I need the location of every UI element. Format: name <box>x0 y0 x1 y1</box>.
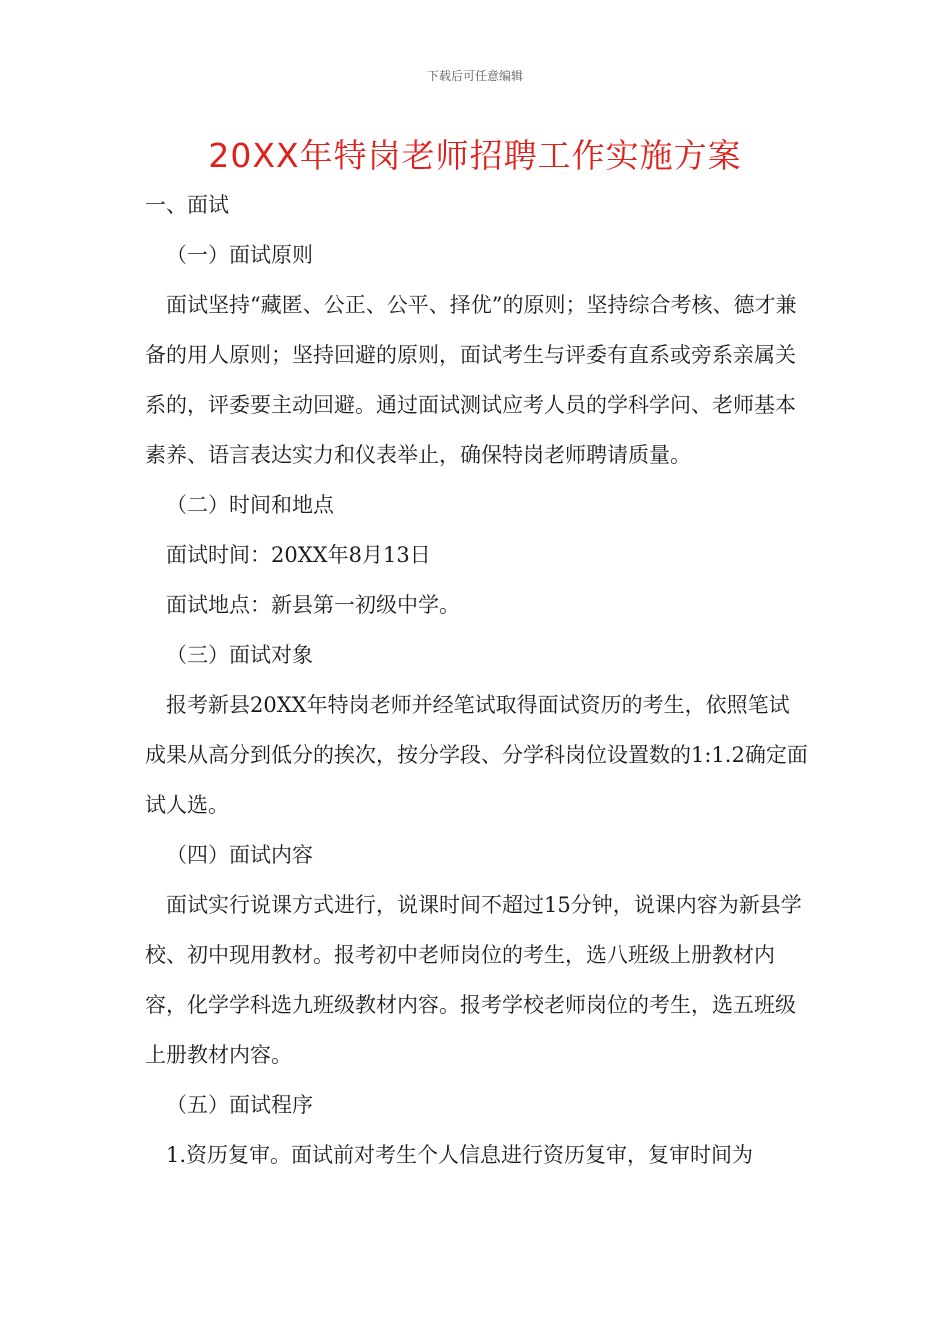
paragraph-content: 面试实行说课方式进行，说课时间不超过15分钟，说课内容为新县学校、初中现用教材。报考初中老师岗位的考生，选八班级上册教材内容，化学学科选九班级教材内容。报考学校老师岗位的考生，选五班级上册教材内容。 <box>145 893 802 1067</box>
header-note: 下载后可任意编辑 <box>426 69 523 83</box>
subheading-time-place: （二）时间和地点 <box>166 493 334 517</box>
subheading-principles: （一）面试原则 <box>166 243 313 267</box>
interview-time: 面试时间：20XX年8月13日 <box>166 543 431 567</box>
section-heading-interview: 一、面试 <box>145 193 229 217</box>
subheading-candidates: （三）面试对象 <box>166 643 313 667</box>
subheading-content: （四）面试内容 <box>166 843 313 867</box>
interview-place: 面试地点：新县第一初级中学。 <box>166 593 460 617</box>
subheading-procedure: （五）面试程序 <box>166 1093 313 1117</box>
paragraph-principles: 面试坚持“藏匿、公正、公平、择优”的原则；坚持综合考核、德才兼备的用人原则；坚持回避的原则，面试考生与评委有直系或旁系亲属关系的，评委要主动回避。通过面试测试应考人员的学科学问、老师基本素养、语言表达实力和仪表举止，确保特岗老师聘请质量。 <box>145 293 797 467</box>
paragraph-candidates: 报考新县20XX年特岗老师并经笔试取得面试资历的考生，依照笔试成果从高分到低分的挨次，按分学段、分学科岗位设置数的1:1.2确定面试人选。 <box>145 693 808 817</box>
document-title: 20XX年特岗老师招聘工作实施方案 <box>208 136 742 175</box>
document-body <box>145 180 810 1180</box>
procedure-item-1: 1.资历复审。面试前对考生个人信息进行资历复审，复审时间为 <box>166 1143 754 1167</box>
